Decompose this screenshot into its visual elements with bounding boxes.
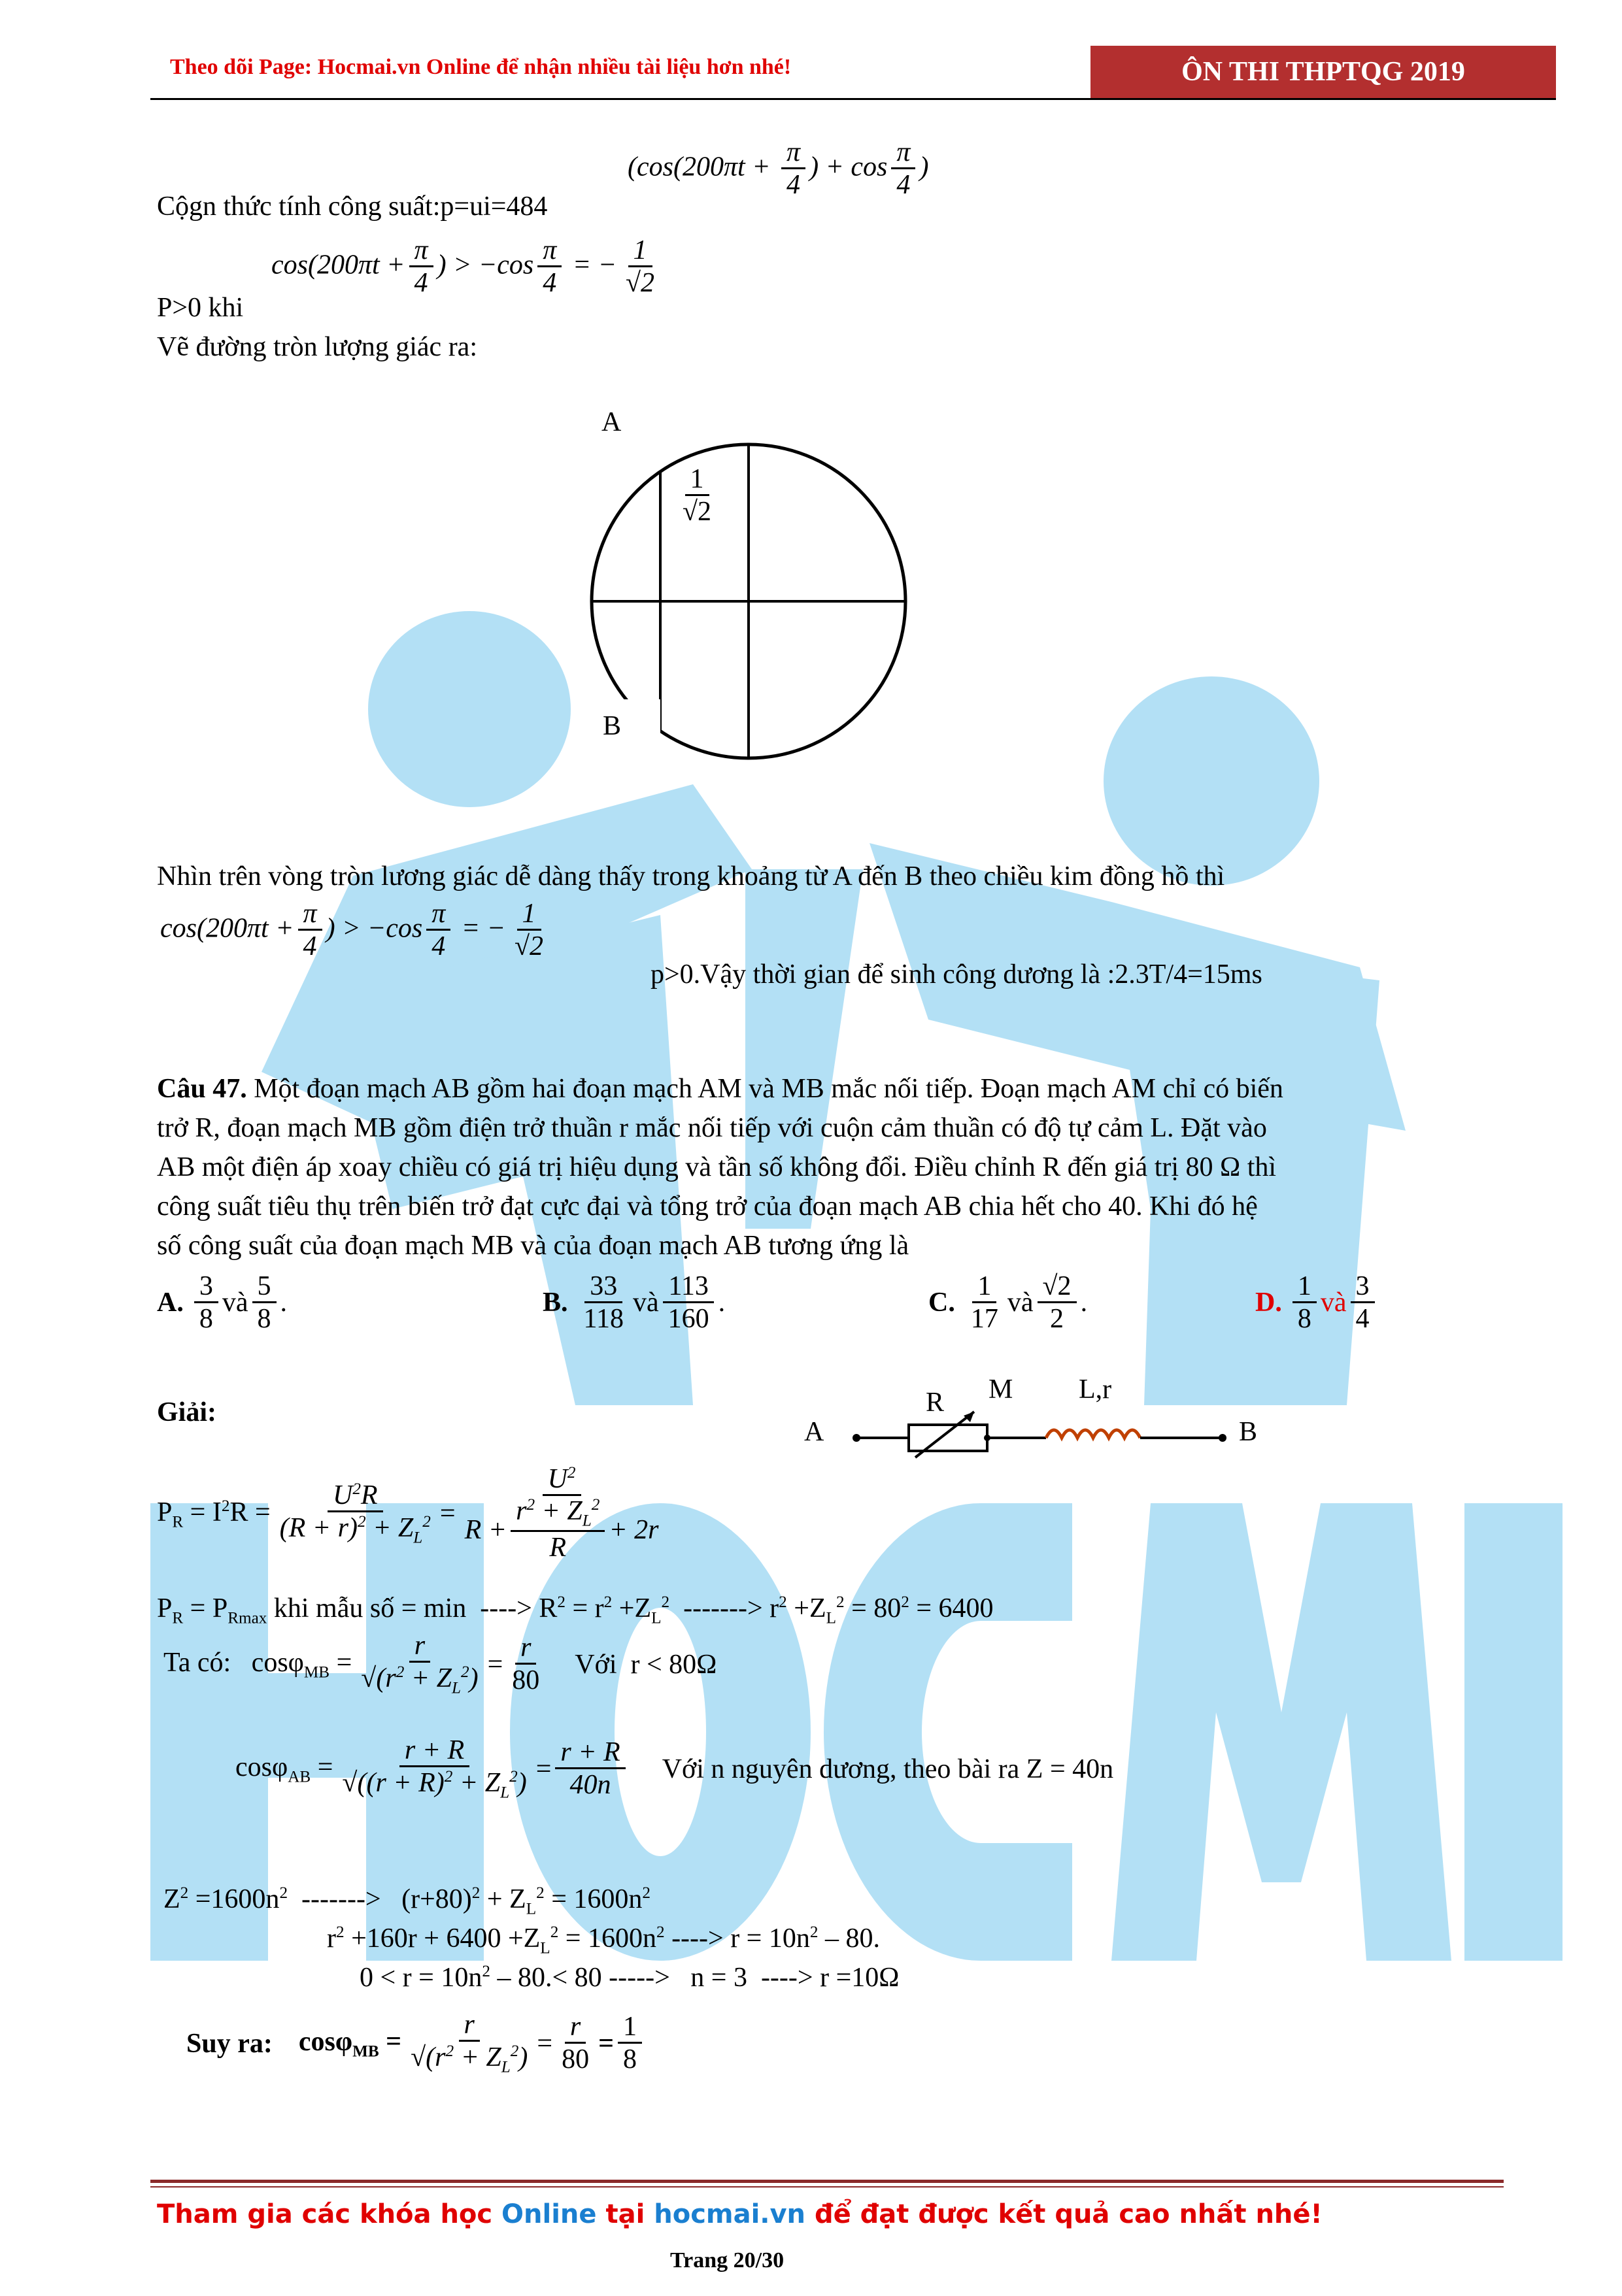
range-line: $0 < r = 10n^2 - 80.< 80$ -----> n = 3 ----> r =10Ω — [360, 1963, 900, 1993]
footer-rule-bottom — [150, 2186, 1504, 2188]
option-b-label: B. — [543, 1288, 568, 1318]
footer-part3: tại — [596, 2199, 654, 2229]
solution-title: Giải: — [157, 1397, 216, 1427]
footer-hocmai[interactable]: hocmai.vn — [654, 2199, 806, 2229]
header-prefix: Theo dõi Page: — [170, 55, 318, 79]
conclusion: p>0.Vậy thời gian để sinh công dương là :2.3T/4=15ms — [650, 959, 1262, 990]
option-d-label: D. — [1255, 1288, 1282, 1318]
question-line-2: trở R, đoạn mạch MB gồm điện trở thuần r mắc nối tiếp với cuộn cảm thuần có độ tự cảm L. Đặt vào — [157, 1113, 1267, 1143]
option-b-joiner: và — [632, 1288, 659, 1318]
circuit-a: A — [804, 1417, 824, 1447]
header-rule — [150, 98, 1556, 100]
footer-part1: Tham gia các khóa học — [157, 2199, 502, 2229]
circuit-b: B — [1239, 1417, 1258, 1447]
question-line-5: số công suất của đoạn mạch MB và của đoạn mạch AB tương ứng là — [157, 1231, 909, 1261]
header-badge — [1090, 46, 1556, 98]
ineq-1: cos(200πt + $\frac{\pi}{4}$ ) > −cos $\frac{\pi}{4}$ = − $\frac{1}{√2}$ — [271, 235, 655, 299]
option-a[interactable]: A. $\frac{3}{8}$ và $\frac{5}{8}$ . — [157, 1271, 287, 1335]
circuit-r: R — [926, 1388, 945, 1418]
final-line: Suy ra: cosφ$_{MB}$ = $\frac{r}{√(r^2 + Z_L^2)}$ = $\frac{r}{80}$ = $\frac{1}{8}$ — [186, 2010, 646, 2078]
option-d[interactable]: D. $\frac{1}{8}$ và $\frac{3}{4}$ — [1255, 1271, 1379, 1335]
cos-mb-line: Ta có: cosφ$_{MB}$ = $\frac{r}{√(r^2 + Z_L^2)}$ = $\frac{r}{80}$ Với r < 80Ω — [163, 1631, 717, 1697]
question-line-4: công suất tiêu thụ trên biến trở đạt cực đại và tổng trở của đoạn mạch AB chia hết cho 40. Khi đó hệ — [157, 1191, 1258, 1222]
footer-part5: để đạt được kết quả cao nhất nhé! — [805, 2199, 1323, 2229]
header-suffix: để nhận nhiều tài liệu hơn nhé! — [490, 55, 792, 79]
circuit-m: M — [988, 1374, 1013, 1405]
pmax-line: $P_R = P_{Rmax}$ khi mẫu số = min ----> $R^2 = r^2 +Z_L^2$ -------> $r^2 +Z_L^2 = 80^2 = 6400$ — [157, 1593, 994, 1627]
footer-cta — [157, 2199, 1323, 2229]
circle-fraction: $\frac{1}{√2}$ — [683, 464, 712, 527]
header-badge-text: ÔN THI THPTQG 2019 — [1181, 57, 1465, 87]
option-a-label: A. — [157, 1288, 184, 1318]
p-pos: P>0 khi — [157, 293, 244, 323]
circle-label-a: A — [601, 407, 622, 437]
header — [150, 46, 1556, 98]
suy-ra: Suy ra: — [186, 2028, 273, 2059]
option-c-label: C. — [928, 1288, 955, 1318]
observation: Nhìn trên vòng tròn lương giác dễ dàng thấy trong khoảng từ A đến B theo chiều kim đồng hồ thì — [157, 861, 1225, 891]
circle-label-b: B — [603, 711, 622, 741]
footer-rule-top — [150, 2180, 1504, 2183]
pr-formula: $P_R = I^2R$ = $\frac{U^2R}{(R + r)^2 + Z_L^2}$ = $U^2$ R + $\frac{r^2 + Z_L^2}{R}$ + 2r — [157, 1464, 659, 1563]
question-text-1: Một đoạn mạch AB gồm hai đoạn mạch AM và MB mắc nối tiếp. Đoạn mạch AM chỉ có biến — [246, 1074, 1283, 1104]
option-c[interactable]: C. $\frac{1}{17}$ và $\frac{√2}{2}$ . — [928, 1271, 1088, 1335]
footer-online[interactable]: Online — [501, 2199, 597, 2229]
header-note — [170, 55, 791, 80]
option-b[interactable]: B. $\frac{33}{118}$ và $\frac{113}{160}$ . — [543, 1271, 726, 1335]
circuit-lr: L,r — [1079, 1374, 1112, 1405]
ineq-2: cos(200πt + $\frac{\pi}{4}$ ) > −cos $\frac{\pi}{4}$ = − $\frac{1}{√2}$ — [160, 899, 544, 962]
header-link[interactable]: Hocmai.vn Online — [317, 55, 491, 79]
question-line-3: AB một điện áp xoay chiều có giá trị hiệu dụng và tần số không đổi. Điều chỉnh R đến giá trị 80 Ω thì — [157, 1152, 1277, 1182]
question-line-1 — [157, 1072, 1283, 1106]
trig-circle — [575, 407, 915, 765]
option-c-joiner: và — [1007, 1288, 1034, 1318]
power-label: Cộgn thức tính công suất:p=ui=484 — [157, 191, 548, 222]
draw-circle: Vẽ đường tròn lượng giác ra: — [157, 332, 477, 362]
circuit-diagram — [804, 1366, 1301, 1464]
formula-top: (cos(200πt + $\frac{\pi}{4}$ ) + cos $\frac{\pi}{4}$ ) — [628, 137, 929, 201]
cos-ab-suffix: Với n nguyên dương, theo bài ra Z = 40n — [662, 1754, 1114, 1784]
question-number: Câu 47. — [157, 1074, 247, 1104]
r-line: $r^2 +160r + 6400 +Z_L^2 = 1600n^2$ ----> $r = 10n^2 - 80$. — [327, 1923, 880, 1957]
option-d-joiner: và — [1320, 1288, 1347, 1318]
z-line: $Z^2 =1600n^2$ -------> $(r+80)^2 + Z_L^2 = 1600n^2$ — [163, 1884, 650, 1918]
cos-ab-line: cosφ$_{AB}$ = $\frac{r + R}{√((r + R)^2 + Z_L^2)}$ = $\frac{r + R}{40n}$ Với n nguyên dương, theo bài ra Z = 40n — [235, 1735, 1114, 1802]
page-number: Trang 20/30 — [670, 2248, 785, 2272]
option-a-joiner: và — [222, 1288, 248, 1318]
